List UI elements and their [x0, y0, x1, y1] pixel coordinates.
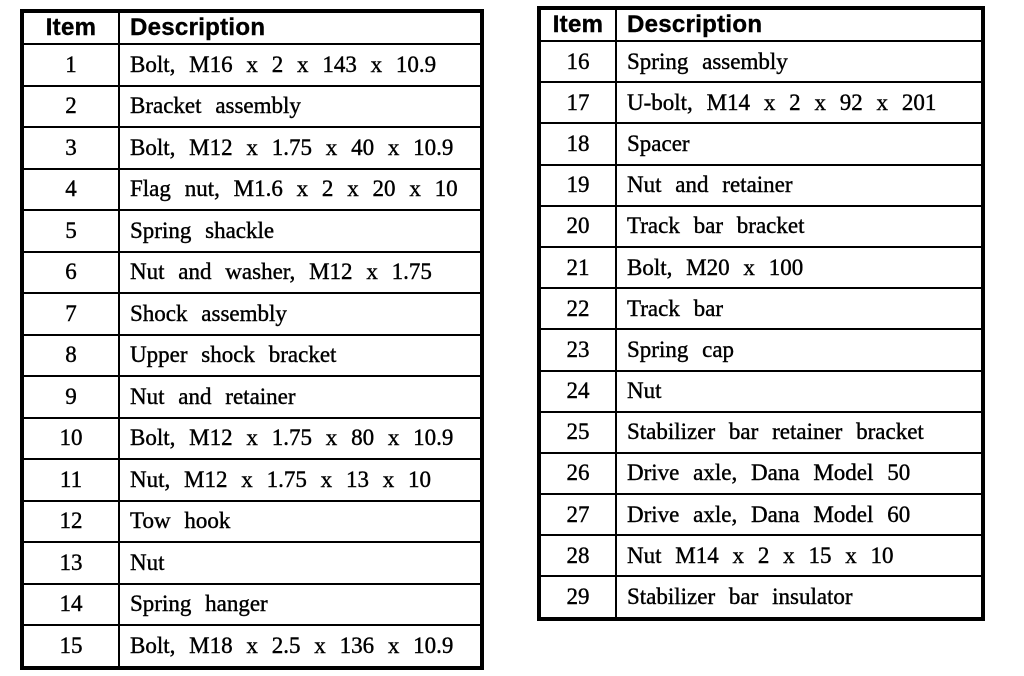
table-row — [22, 418, 482, 460]
table-row — [22, 335, 482, 377]
description-cell: Spring hanger — [119, 584, 482, 626]
table-row — [22, 459, 482, 501]
description-cell: Upper shock bracket — [119, 335, 482, 377]
item-number-cell: 23 — [539, 329, 616, 370]
table-row — [539, 494, 983, 535]
item-number-cell: 12 — [22, 501, 119, 543]
description-cell: Stabilizer bar insulator — [616, 576, 983, 619]
description-cell: Bolt, M18 x 2.5 x 136 x 10.9 — [119, 625, 482, 668]
table-row — [22, 252, 482, 294]
item-number-cell: 28 — [539, 535, 616, 576]
description-cell: Spring assembly — [616, 41, 983, 82]
description-cell: Nut — [616, 371, 983, 412]
table-row — [539, 206, 983, 247]
description-cell: Nut and retainer — [616, 165, 983, 206]
item-number-cell: 9 — [22, 376, 119, 418]
table-row — [22, 169, 482, 211]
item-number-cell: 22 — [539, 288, 616, 329]
table-row — [22, 210, 482, 252]
item-column-header: Item — [22, 11, 119, 44]
description-cell: Tow hook — [119, 501, 482, 543]
description-cell: Nut, M12 x 1.75 x 13 x 10 — [119, 459, 482, 501]
header-row — [539, 8, 983, 41]
description-cell: Drive axle, Dana Model 60 — [616, 494, 983, 535]
parts-table — [20, 9, 484, 670]
description-cell: U-bolt, M14 x 2 x 92 x 201 — [616, 82, 983, 123]
item-number-cell: 18 — [539, 123, 616, 164]
table-body — [539, 41, 983, 619]
table-row — [22, 542, 482, 584]
item-number-cell: 21 — [539, 247, 616, 288]
table-row — [539, 535, 983, 576]
item-column-header: Item — [539, 8, 616, 41]
description-cell: Bolt, M12 x 1.75 x 40 x 10.9 — [119, 127, 482, 169]
description-cell: Spacer — [616, 123, 983, 164]
description-column-header: Description — [119, 11, 482, 44]
table-row — [22, 44, 482, 86]
table-row — [539, 82, 983, 123]
table-row — [539, 247, 983, 288]
table-row — [539, 288, 983, 329]
description-cell: Track bar — [616, 288, 983, 329]
description-column-header: Description — [616, 8, 983, 41]
description-cell: Bolt, M16 x 2 x 143 x 10.9 — [119, 44, 482, 86]
table-row — [22, 127, 482, 169]
table-row — [539, 165, 983, 206]
item-number-cell: 16 — [539, 41, 616, 82]
description-cell: Bolt, M20 x 100 — [616, 247, 983, 288]
item-number-cell: 17 — [539, 82, 616, 123]
item-number-cell: 6 — [22, 252, 119, 294]
item-number-cell: 27 — [539, 494, 616, 535]
description-cell: Nut and retainer — [119, 376, 482, 418]
item-number-cell: 3 — [22, 127, 119, 169]
parts-table-items-16-29 — [537, 6, 985, 621]
description-cell: Bolt, M12 x 1.75 x 80 x 10.9 — [119, 418, 482, 460]
item-number-cell: 20 — [539, 206, 616, 247]
item-number-cell: 7 — [22, 293, 119, 335]
description-cell: Nut and washer, M12 x 1.75 — [119, 252, 482, 294]
parts-table — [537, 6, 985, 621]
description-cell: Stabilizer bar retainer bracket — [616, 412, 983, 453]
description-cell: Spring cap — [616, 329, 983, 370]
description-cell: Nut — [119, 542, 482, 584]
item-number-cell: 19 — [539, 165, 616, 206]
item-number-cell: 1 — [22, 44, 119, 86]
description-cell: Drive axle, Dana Model 50 — [616, 453, 983, 494]
description-cell: Nut M14 x 2 x 15 x 10 — [616, 535, 983, 576]
description-cell: Spring shackle — [119, 210, 482, 252]
description-cell: Flag nut, M1.6 x 2 x 20 x 10 — [119, 169, 482, 211]
parts-table-items-1-15 — [20, 9, 484, 670]
table-row — [539, 576, 983, 619]
description-cell: Track bar bracket — [616, 206, 983, 247]
item-number-cell: 4 — [22, 169, 119, 211]
table-row — [22, 501, 482, 543]
item-number-cell: 2 — [22, 86, 119, 128]
table-row — [22, 625, 482, 668]
table-row — [539, 371, 983, 412]
table-header — [22, 11, 482, 44]
item-number-cell: 24 — [539, 371, 616, 412]
table-row — [539, 123, 983, 164]
table-row — [22, 86, 482, 128]
table-row — [22, 293, 482, 335]
table-row — [539, 41, 983, 82]
table-row — [539, 453, 983, 494]
table-row — [539, 412, 983, 453]
table-header — [539, 8, 983, 41]
table-body — [22, 44, 482, 668]
item-number-cell: 8 — [22, 335, 119, 377]
table-row — [22, 584, 482, 626]
item-number-cell: 10 — [22, 418, 119, 460]
item-number-cell: 5 — [22, 210, 119, 252]
item-number-cell: 11 — [22, 459, 119, 501]
description-cell: Shock assembly — [119, 293, 482, 335]
item-number-cell: 13 — [22, 542, 119, 584]
table-row — [22, 376, 482, 418]
header-row — [22, 11, 482, 44]
description-cell: Bracket assembly — [119, 86, 482, 128]
item-number-cell: 15 — [22, 625, 119, 668]
item-number-cell: 29 — [539, 576, 616, 619]
table-row — [539, 329, 983, 370]
item-number-cell: 26 — [539, 453, 616, 494]
item-number-cell: 14 — [22, 584, 119, 626]
item-number-cell: 25 — [539, 412, 616, 453]
